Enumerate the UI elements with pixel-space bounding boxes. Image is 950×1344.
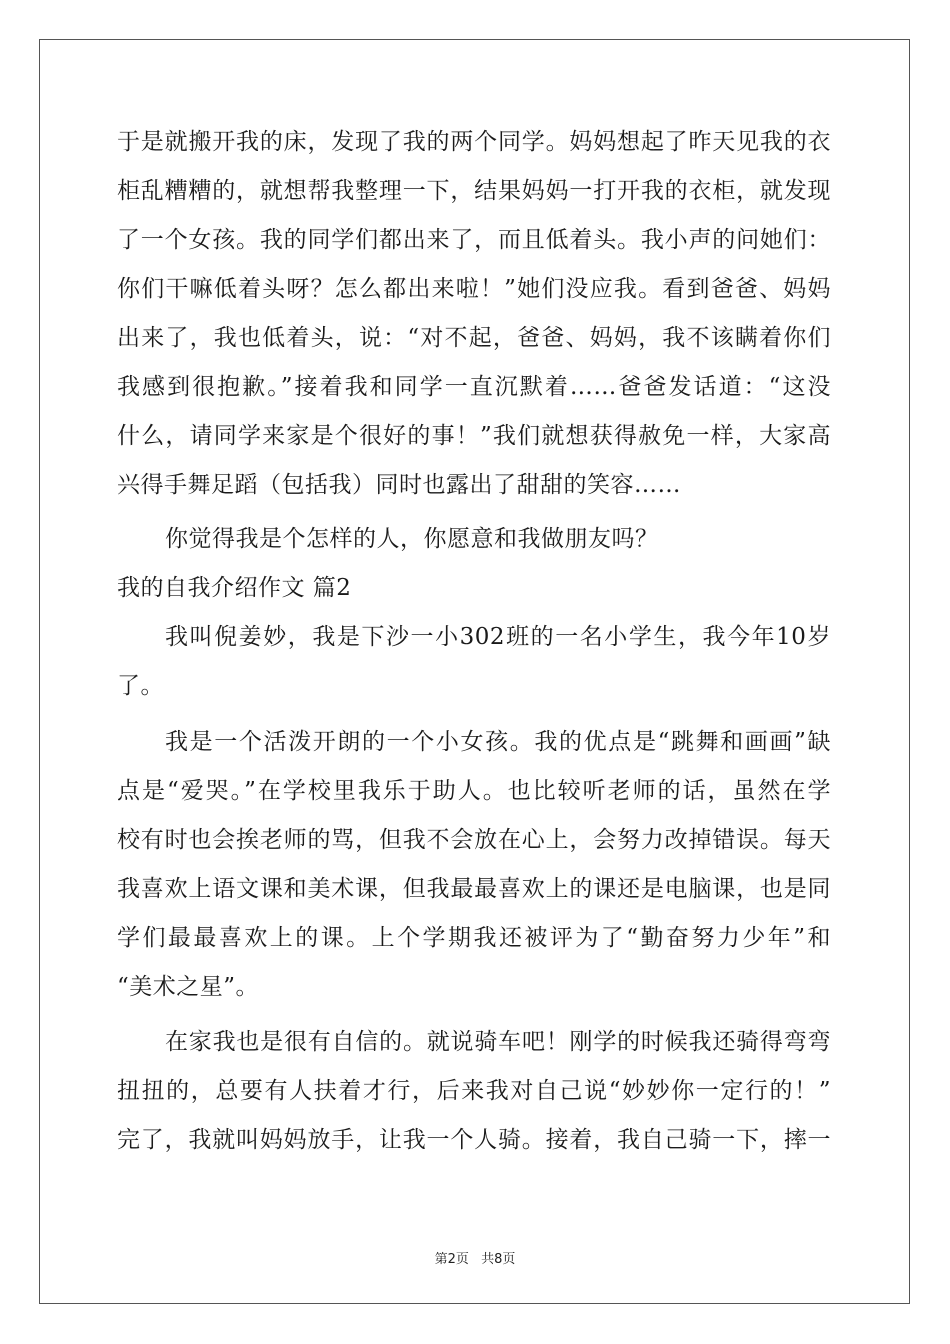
paragraph-line: 我是一个活泼开朗的一个小女孩。我的优点是“跳舞和画画”缺 <box>165 729 831 755</box>
text-line: 什么，请同学来家是个很好的事！”我们就想获得赦免一样，大家高 <box>117 423 831 449</box>
paragraph-line: 我叫倪姜妙，我是下沙一小302班的一名小学生，我今年10岁 <box>165 624 831 650</box>
text-line: 了。 <box>117 673 164 699</box>
page-footer <box>0 1248 950 1267</box>
text-line: 我喜欢上语文课和美术课，但我最最喜欢上的课还是电脑课，也是同 <box>117 876 831 902</box>
page-total: 共8页 <box>481 1252 516 1267</box>
text-line: 出来了，我也低着头，说：“对不起，爸爸、妈妈，我不该瞒着你们 <box>117 325 831 351</box>
section-heading: 我的自我介绍作文 篇2 <box>117 575 352 601</box>
text-line: 完了，我就叫妈妈放手，让我一个人骑。接着，我自己骑一下，摔一 <box>117 1127 831 1153</box>
text-line: 学们最最喜欢上的课。上个学期我还被评为了“勤奋努力少年”和 <box>117 925 831 951</box>
text-line: 于是就搬开我的床，发现了我的两个同学。妈妈想起了昨天见我的衣 <box>117 129 831 155</box>
page-number: 第2页 <box>434 1252 469 1267</box>
text-line: 你们干嘛低着头呀？怎么都出来啦！”她们没应我。看到爸爸、妈妈 <box>117 276 831 302</box>
text-line: 校有时也会挨老师的骂，但我不会放在心上，会努力改掉错误。每天 <box>117 827 831 853</box>
text-line: “美术之星”。 <box>117 974 260 1000</box>
paragraph-line: 在家我也是很有自信的。就说骑车吧！刚学的时候我还骑得弯弯 <box>165 1029 831 1055</box>
text-line: 了一个女孩。我的同学们都出来了，而且低着头。我小声的问她们： <box>117 227 831 253</box>
text-line: 兴得手舞足蹈（包括我）同时也露出了甜甜的笑容…… <box>117 472 681 498</box>
text-line: 点是“爱哭。”在学校里我乐于助人。也比较听老师的话，虽然在学 <box>117 778 831 804</box>
paragraph-line: 你觉得我是个怎样的人，你愿意和我做朋友吗？ <box>165 526 659 552</box>
text-line: 柜乱糟糟的，就想帮我整理一下，结果妈妈一打开我的衣柜，就发现 <box>117 178 831 204</box>
text-line: 我感到很抱歉。”接着我和同学一直沉默着……爸爸发话道：“这没 <box>117 374 831 400</box>
text-line: 扭扭的，总要有人扶着才行，后来我对自己说“妙妙你一定行的！” <box>117 1078 831 1104</box>
